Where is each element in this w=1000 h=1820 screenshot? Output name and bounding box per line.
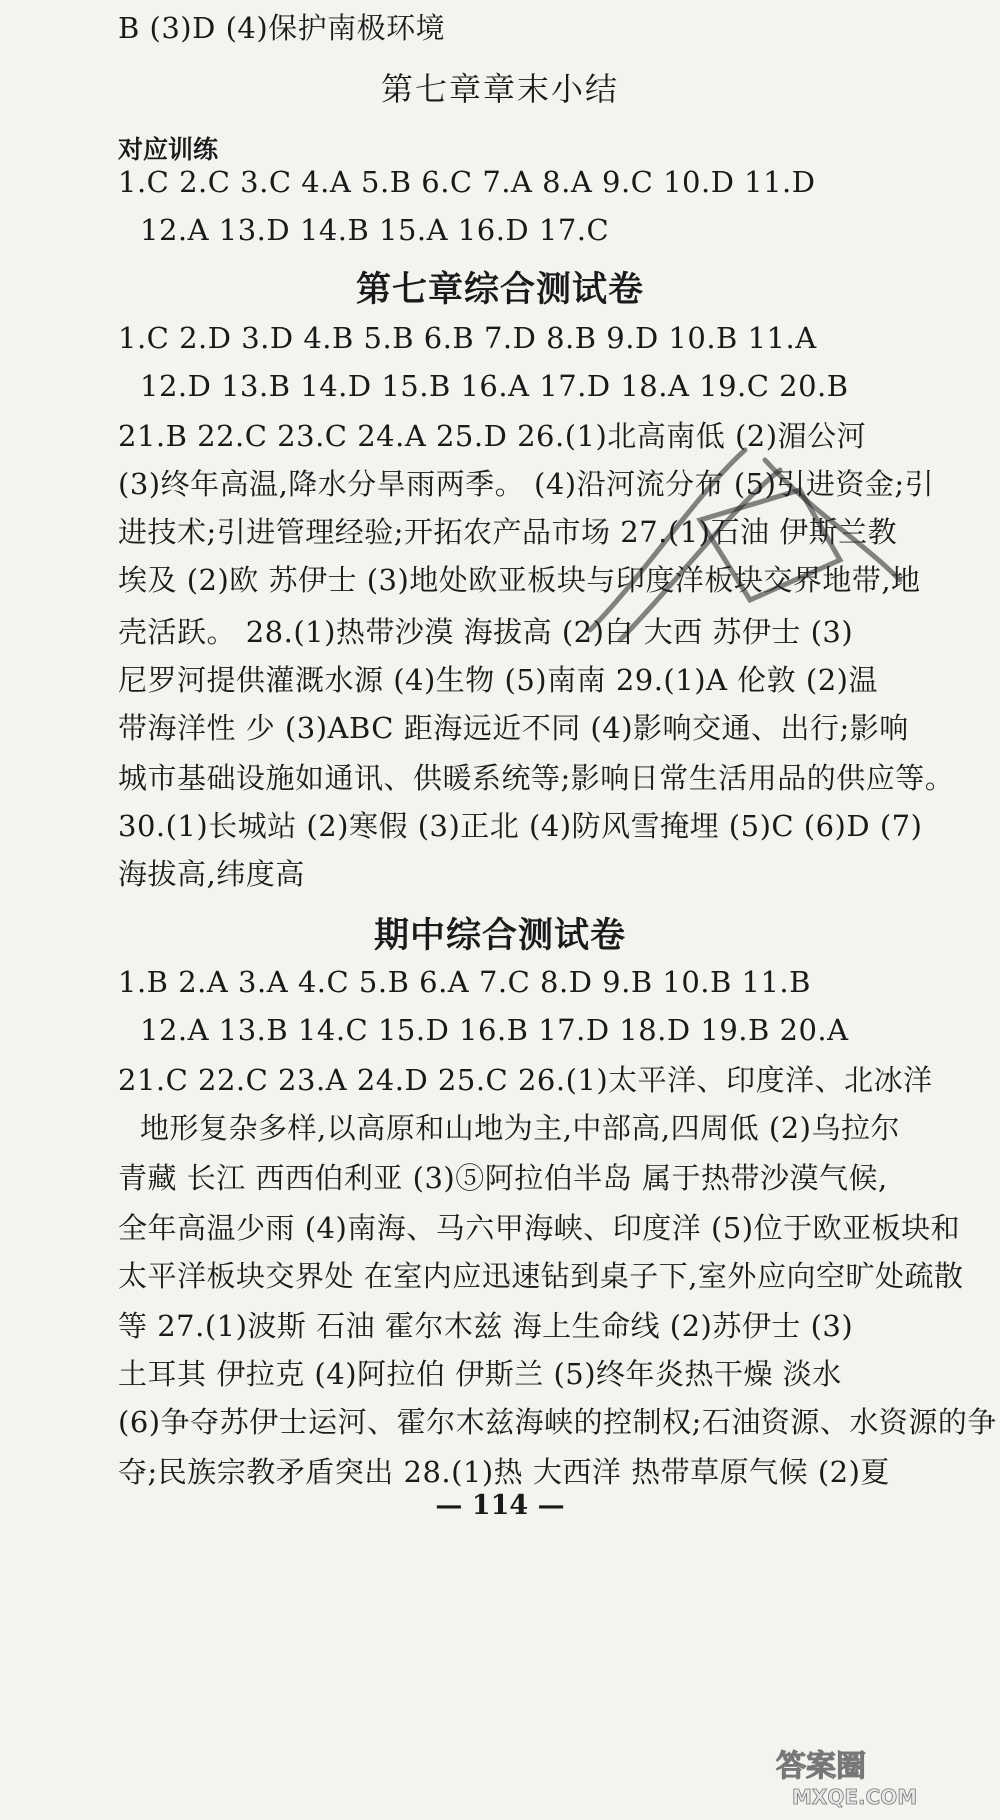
answer-line: 土耳其 伊拉克 (4)阿拉伯 伊斯兰 (5)终年炎热干燥 淡水: [118, 1357, 842, 1391]
answer-line: (3)终年高温,降水分旱雨两季。 (4)沿河流分布 (5)引进资金;引: [118, 467, 935, 501]
answer-line: 21.C 22.C 23.A 24.D 25.C 26.(1)太平洋、印度洋、北冰洋: [118, 1063, 933, 1097]
answer-line: 30.(1)长城站 (2)寒假 (3)正北 (4)防风雪掩埋 (5)C (6)D (7): [118, 809, 923, 843]
answer-line: 埃及 (2)欧 苏伊士 (3)地处欧亚板块与印度洋板块交界地带,地: [118, 563, 921, 597]
answer-line: 尼罗河提供灌溉水源 (4)生物 (5)南南 29.(1)A 伦敦 (2)温: [118, 663, 878, 697]
answer-line: 海拔高,纬度高: [118, 857, 305, 891]
answer-line: 12.A 13.B 14.C 15.D 16.B 17.D 18.D 19.B 20.A: [140, 1013, 849, 1047]
page-number: — 114 —: [435, 1490, 565, 1521]
section-title-midterm-test: 期中综合测试卷: [373, 916, 626, 956]
svg-text:MXQE.COM: MXQE.COM: [792, 1785, 918, 1809]
answer-line: 全年高温少雨 (4)南海、马六甲海峡、印度洋 (5)位于欧亚板块和: [118, 1211, 961, 1245]
answer-line-continuation: B (3)D (4)保护南极环境: [118, 11, 446, 45]
answer-line: 12.A 13.D 14.B 15.A 16.D 17.C: [140, 213, 610, 247]
answer-line: 太平洋板块交界处 在室内应迅速钻到桌子下,室外应向空旷处疏散: [118, 1259, 964, 1293]
answer-line: 壳活跃。 28.(1)热带沙漠 海拔高 (2)白 大西 苏伊士 (3): [118, 615, 854, 649]
svg-text:答案圈: 答案圈: [776, 1749, 866, 1784]
site-watermark-logo: [772, 1746, 982, 1810]
answer-line: (6)争夺苏伊士运河、霍尔木兹海峡的控制权;石油资源、水资源的争: [118, 1405, 997, 1439]
answer-line: 夺;民族宗教矛盾突出 28.(1)热 大西洋 热带草原气候 (2)夏: [118, 1455, 890, 1489]
ink-stamp-overlay: [580, 430, 910, 670]
answer-line: 带海洋性 少 (3)ABC 距海远近不同 (4)影响交通、出行;影响: [118, 711, 909, 745]
section-title-chapter7-summary: 第七章章末小结: [380, 70, 619, 108]
section-title-chapter7-test: 第七章综合测试卷: [355, 270, 644, 310]
answer-line: 地形复杂多样,以高原和山地为主,中部高,四周低 (2)乌拉尔: [140, 1111, 900, 1145]
answer-line: 1.B 2.A 3.A 4.C 5.B 6.A 7.C 8.D 9.B 10.B 11.B: [118, 965, 811, 999]
answer-line: 21.B 22.C 23.C 24.A 25.D 26.(1)北高南低 (2)湄公河: [118, 419, 867, 453]
answer-line: 1.C 2.C 3.C 4.A 5.B 6.C 7.A 8.A 9.C 10.D 11.D: [118, 165, 816, 199]
subsection-title-practice: 对应训练: [118, 135, 219, 164]
answer-line: 城市基础设施如通讯、供暖系统等;影响日常生活用品的供应等。: [118, 761, 955, 795]
answer-line: 青藏 长江 西西伯利亚 (3)⑤阿拉伯半岛 属于热带沙漠气候,: [118, 1161, 888, 1195]
answer-line: 等 27.(1)波斯 石油 霍尔木兹 海上生命线 (2)苏伊士 (3): [118, 1309, 854, 1343]
answer-line: 12.D 13.B 14.D 15.B 16.A 17.D 18.A 19.C 20.B: [140, 369, 849, 403]
answer-line: 1.C 2.D 3.D 4.B 5.B 6.B 7.D 8.B 9.D 10.B 11.A: [118, 321, 817, 355]
answer-line: 进技术;引进管理经验;开拓农产品市场 27.(1)石油 伊斯兰教: [118, 515, 898, 549]
